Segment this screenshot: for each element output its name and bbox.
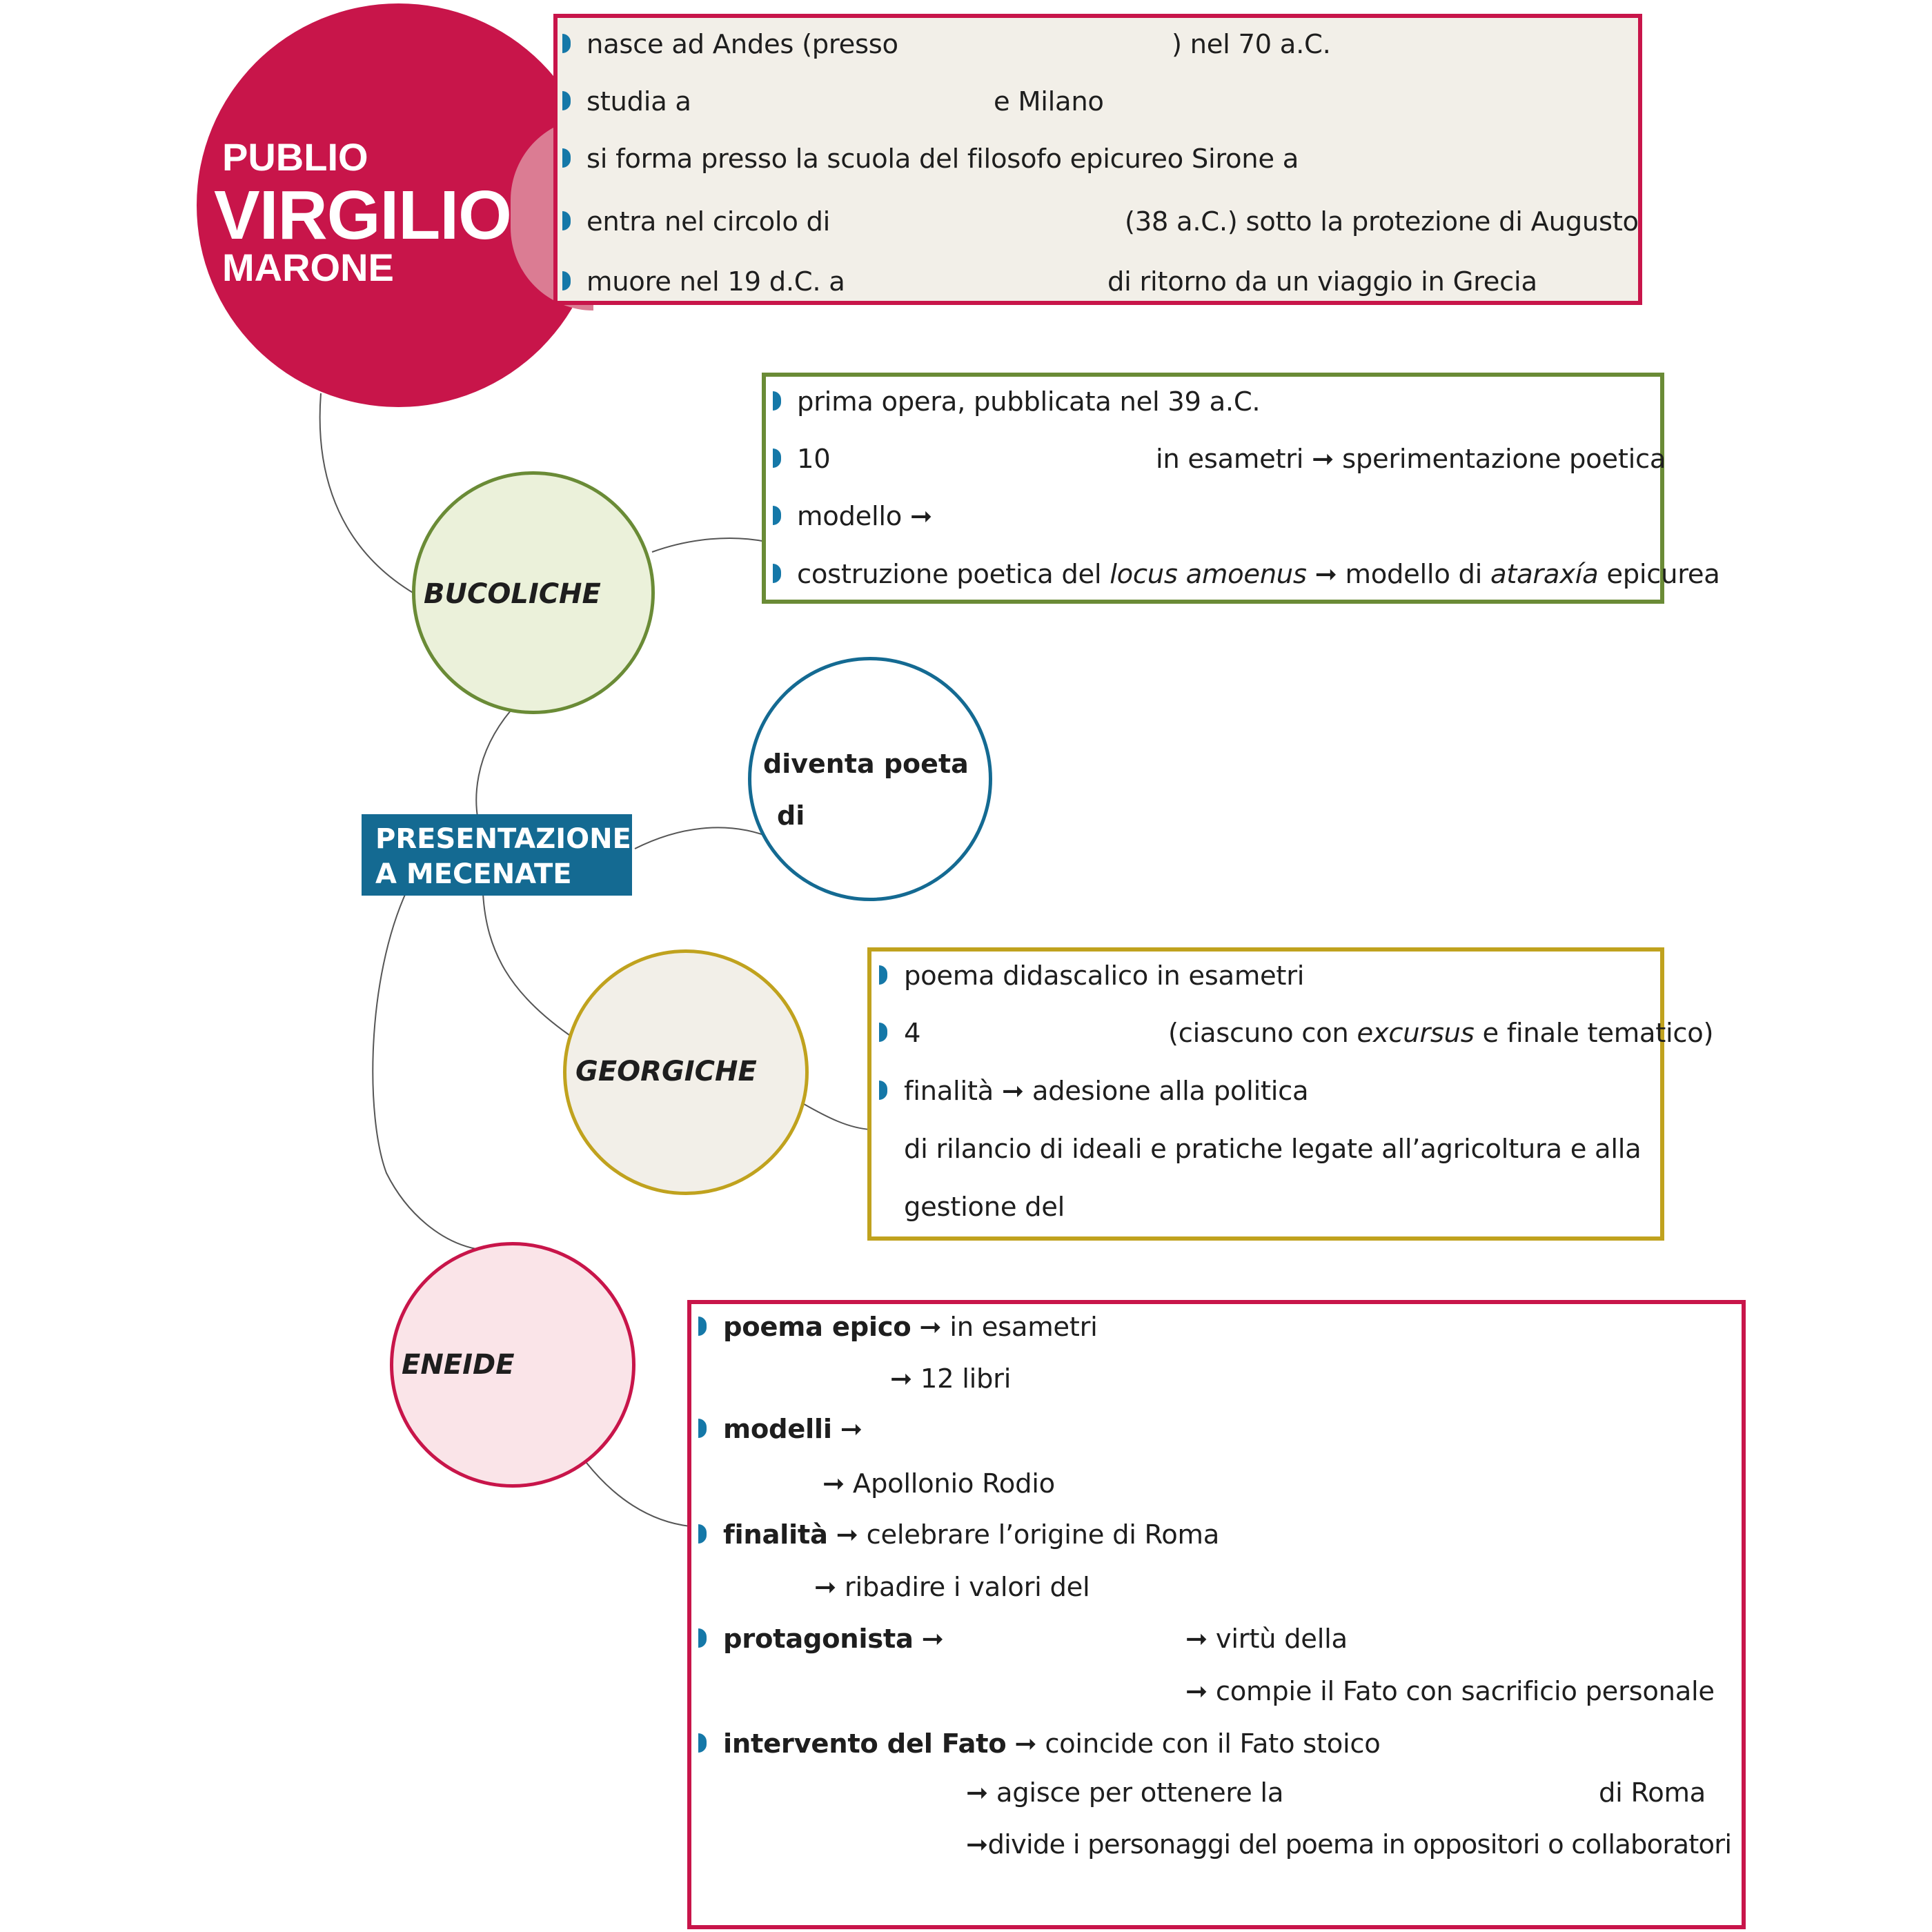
eneide-agisce-a: ➞ agisce per ottenere la <box>966 1777 1284 1808</box>
mecenate-circle <box>748 657 992 901</box>
bio-item-5a: muore nel 19 d.C. a <box>586 266 845 297</box>
mecenate-circle-line1: diventa poeta <box>763 749 969 779</box>
arrow-icon: ➞ <box>840 1414 862 1445</box>
georgiche-item-1: poema didascalico in esametri <box>904 960 1305 992</box>
arrow-icon: ➞ <box>921 1624 944 1655</box>
bio-item-4a: entra nel circolo di <box>586 206 831 237</box>
bucoliche-item-1: prima opera, pubblicata nel 39 a.C. <box>797 386 1261 417</box>
arrow-icon: ➞ <box>836 1519 858 1550</box>
eneide-label: ENEIDE <box>402 1349 515 1381</box>
arrow-icon: ➞ <box>890 1363 912 1394</box>
bio-item-2b: e Milano <box>994 86 1104 117</box>
mecenate-label-line1: PRESENTAZIONE <box>375 823 631 855</box>
georgiche-item-4: di rilancio di ideali e pratiche legate all’agricoltura e alla <box>904 1134 1642 1165</box>
bio-item-3: si forma presso la scuola del filosofo epicureo Sirone a <box>586 144 1299 175</box>
eneide-compie: ➞ compie il Fato con sacrificio personale <box>1185 1676 1715 1707</box>
georgiche-item-5: gestione del <box>904 1192 1065 1223</box>
arrow-icon: ➞ <box>919 1312 942 1343</box>
bucoliche-item-2b: in esametri ➞ sperimentazione poetica <box>1156 444 1666 475</box>
title-marone: MARONE <box>222 246 394 289</box>
arrow-icon: ➞ <box>1014 1728 1037 1759</box>
georgiche-item-2b: (ciascuno con excursus e finale tematico) <box>1168 1018 1714 1049</box>
arrow-icon: ➞ <box>966 1829 988 1860</box>
bucoliche-item-3: modello ➞ <box>797 501 932 532</box>
bio-item-5b: di ritorno da un viaggio in Grecia <box>1107 266 1537 297</box>
eneide-poema-epico: poema epico ➞ in esametri <box>723 1312 1098 1343</box>
arrow-icon: ➞ <box>814 1572 836 1603</box>
georgiche-item-3: finalità ➞ adesione alla politica <box>904 1076 1309 1107</box>
arrow-icon: ➞ <box>1185 1624 1208 1655</box>
bucoliche-item-2a: 10 <box>797 444 831 475</box>
arrow-icon: ➞ <box>1001 1076 1024 1107</box>
georgiche-label: GEORGICHE <box>575 1056 757 1087</box>
bio-item-1a: nasce ad Andes (presso <box>586 29 898 60</box>
eneide-agisce-b: di Roma <box>1599 1777 1706 1808</box>
arrow-icon: ➞ <box>822 1468 845 1499</box>
title-virgilio: VIRGILIO <box>214 177 511 254</box>
eneide-virtu: ➞ virtù della <box>1185 1624 1348 1655</box>
arrow-icon: ➞ <box>910 501 932 532</box>
bio-item-1b: ) nel 70 a.C. <box>1172 29 1331 60</box>
bio-item-2a: studia a <box>586 86 691 117</box>
eneide-divide: ➞divide i personaggi del poema in oppositori o collaboratori <box>966 1829 1732 1860</box>
eneide-ribadire: ➞ ribadire i valori del <box>814 1572 1090 1603</box>
arrow-icon: ➞ <box>1312 444 1334 475</box>
eneide-apollonio: ➞ Apollonio Rodio <box>822 1468 1055 1499</box>
arrow-icon: ➞ <box>966 1777 988 1808</box>
bucoliche-label: BUCOLICHE <box>424 578 601 610</box>
bucoliche-item-4: costruzione poetica del locus amoenus ➞ modello di ataraxía epicurea <box>797 559 1720 590</box>
eneide-libri: ➞ 12 libri <box>890 1363 1012 1394</box>
eneide-intervento: intervento del Fato ➞ coincide con il Fato stoico <box>723 1728 1381 1759</box>
mecenate-label-line2: A MECENATE <box>375 858 572 890</box>
title-publio: PUBLIO <box>222 135 368 179</box>
eneide-protagonista: protagonista ➞ <box>723 1624 944 1655</box>
georgiche-item-2a: 4 <box>904 1018 921 1049</box>
eneide-finalita: finalità ➞ celebrare l’origine di Roma <box>723 1519 1220 1550</box>
mecenate-circle-line2: di <box>777 800 805 831</box>
bio-item-4b: (38 a.C.) sotto la protezione di Augusto <box>1125 206 1639 237</box>
eneide-modelli: modelli ➞ <box>723 1414 862 1445</box>
arrow-icon: ➞ <box>1185 1676 1208 1707</box>
arrow-icon: ➞ <box>1314 559 1337 590</box>
